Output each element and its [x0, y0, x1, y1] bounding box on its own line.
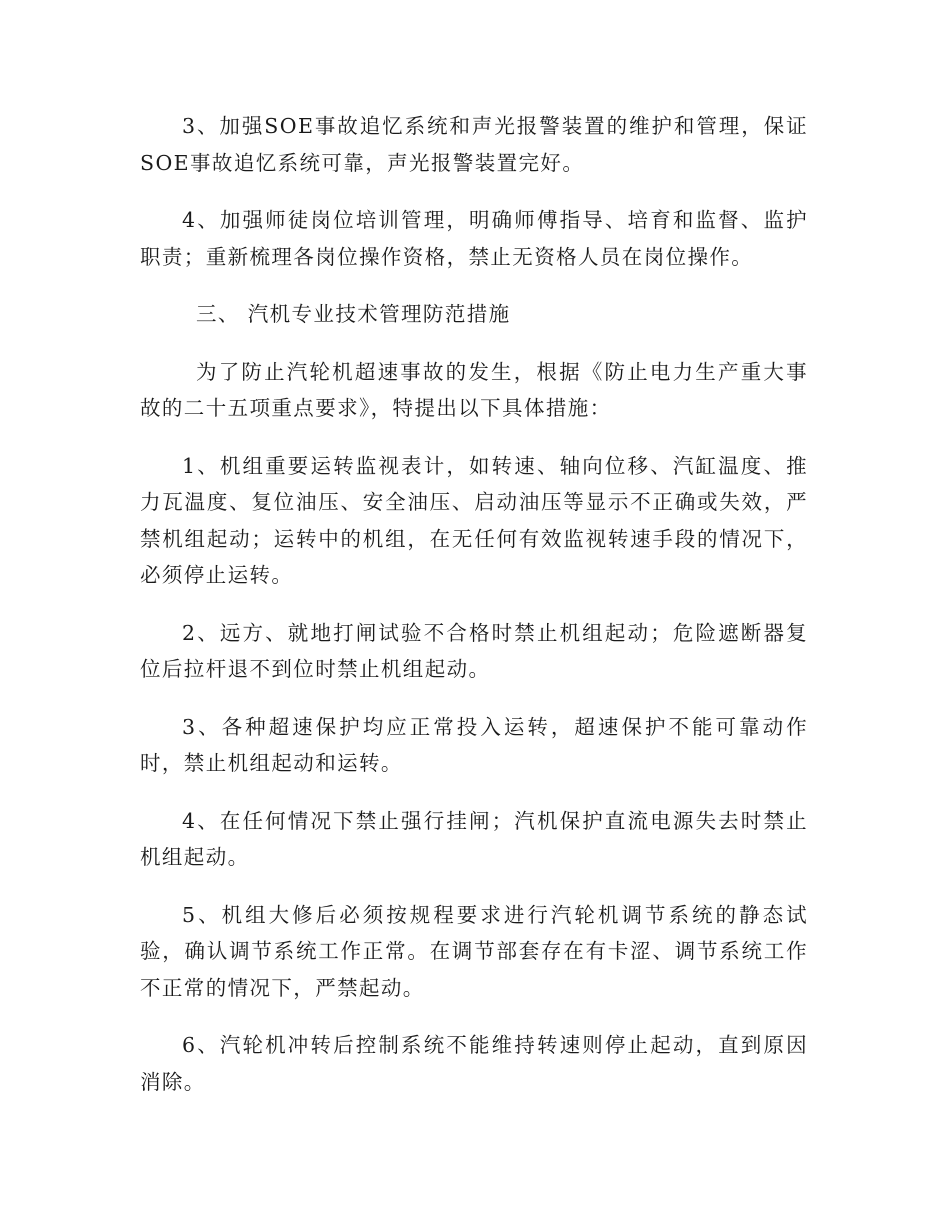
paragraph-soe-maintenance: 3、加强SOE事故追忆系统和声光报警装置的维护和管理，保证SOE事故追忆系统可靠，声光报警装置完好。 [140, 114, 808, 175]
paragraph-apprentice-training: 4、加强师徒岗位培训管理，明确师傅指导、培育和监督、监护职责；重新梳理各岗位操作资格，禁止无资格人员在岗位操作。 [140, 208, 808, 269]
measure-item-1: 1、机组重要运转监视表计，如转速、轴向位移、汽缸温度、推力瓦温度、复位油压、安全油压、启动油压等显示不正确或失效，严禁机组起动；运转中的机组，在无任何有效监视转速手段的情况下，必须停止运转。 [140, 453, 808, 587]
measure-item-3: 3、各种超速保护均应正常投入运转，超速保护不能可靠动作时，禁止机组起动和运转。 [140, 714, 808, 775]
section-heading: 三、 汽机专业技术管理防范措施 [196, 302, 511, 326]
measure-item-4: 4、在任何情况下禁止强行挂闸；汽机保护直流电源失去时禁止机组起动。 [140, 808, 808, 869]
measure-item-2: 2、远方、就地打闸试验不合格时禁止机组起动；危险遮断器复位后拉杆退不到位时禁止机组起动。 [140, 620, 808, 681]
measure-item-6: 6、汽轮机冲转后控制系统不能维持转速则停止起动，直到原因消除。 [140, 1033, 808, 1094]
intro-paragraph: 为了防止汽轮机超速事故的发生，根据《防止电力生产重大事故的二十五项重点要求》，特提出以下具体措施： [140, 359, 808, 420]
document-page [140, 108, 808, 1121]
measure-item-5: 5、机组大修后必须按规程要求进行汽轮机调节系统的静态试验，确认调节系统工作正常。在调节部套存在有卡涩、调节系统工作不正常的情况下，严禁起动。 [140, 902, 808, 1000]
